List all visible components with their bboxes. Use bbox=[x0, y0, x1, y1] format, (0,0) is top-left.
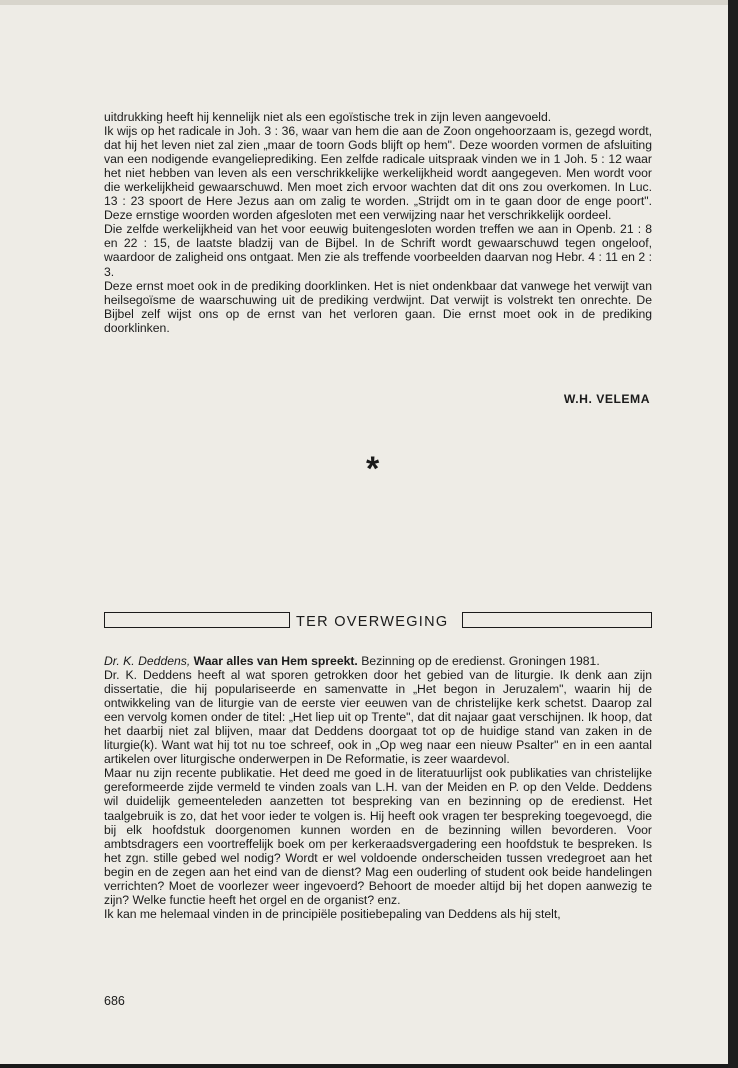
paragraph: Dr. K. Deddens heeft al wat sporen getrokken door het gebied van de liturgie. Ik denk aan zijn dissertatie, die hij populariseerde en samenvatte in „Het begon in Jeruzalem", waarin hij de ontwikkeling van de liturgie van de eerste vier eeuwen van de christelijke kerk schetst. Daarop zal een vervolg komen onder de titel: „Het liep uit op Trente", dat dit najaar gaat verschijnen. Ik hoop, dat het daarbij niet zal blijven, maar dat Deddens doorgaat tot op de huidige stand van zaken in de liturgie(k). Want wat hij tot nu toe schreef, ook in „Op weg naar een nieuw Psalter" en in een aantal artikelen over liturgische onderwerpen in De Reformatie, is zeer waardevol. bbox=[104, 668, 652, 767]
paragraph: Die zelfde werkelijkheid van het voor eeuwig buitengesloten worden treffen we aan in Openb. 21 : 8 en 22 : 15, de laatste bladzij van de Bijbel. In de Schrift wordt gewaarschuwd tegen ongeloof, waardoor de zaligheid ons ontgaat. Men zie als treffende voorbeelden daarvan nog Hebr. 4 : 11 en 2 : 3. bbox=[104, 222, 652, 279]
review-book-title: Waar alles van Hem spreekt. bbox=[193, 654, 358, 668]
asterisk-separator: * bbox=[366, 450, 380, 488]
review-citation bbox=[104, 654, 652, 668]
heading-box-left bbox=[104, 612, 290, 628]
article-body bbox=[104, 110, 652, 335]
paragraph: Ik kan me helemaal vinden in de principiële positiebepaling van Deddens als hij stelt, bbox=[104, 906, 561, 921]
review-author: Dr. K. Deddens, bbox=[104, 654, 191, 668]
review-book-info: Bezinning op de eredienst. Groningen 1981. bbox=[361, 654, 600, 668]
author-signature: W.H. VELEMA bbox=[563, 392, 650, 406]
page-edge-shadow bbox=[728, 0, 738, 1068]
paragraph: Ik wijs op het radicale in Joh. 3 : 36, waar van hem die aan de Zoon ongehoorzaam is, gezegd wordt, dat hij het leven niet zal zien „maar de toorn Gods blijft op hem". Deze woorden vormen de afsluiting van een nodigende evangelieprediking. Een zelfde radicale uitspraak vinden we in 1 Joh. 5 : 12 waar het niet hebben van leven als een verschrikkelijke werkelijkheid wordt aangegeven. Men wordt voor die werkelijkheid gewaarschuwd. Men moet zich ervoor wachten dat dit ons zou overkomen. In Luc. 13 : 23 spoort de Here Jezus aan om zalig te worden. „Strijdt om in te gaan door de enge poort". Deze ernstige woorden worden afgesloten met een verwijzing naar het verschrikkelijk oordeel. bbox=[104, 124, 652, 223]
paragraph: Deze ernst moet ook in de prediking doorklinken. Het is niet ondenkbaar dat vanwege het verwijt van heilsegoïsme de waarschuwing uit de prediking verdwijnt. Dat verwijt is volstrekt ten onrechte. De Bijbel zelf wijst ons op de ernst van het verloren gaan. Die ernst moet ook in de prediking doorklinken. bbox=[104, 278, 652, 335]
review-body bbox=[104, 654, 652, 921]
top-strip bbox=[0, 0, 728, 5]
section-heading bbox=[104, 610, 652, 632]
section-title: TER OVERWEGING bbox=[296, 614, 449, 630]
paragraph: Maar nu zijn recente publikatie. Het deed me goed in de literatuurlijst ook publikaties van christelijke gereformeerde zijde vermeld te vinden zoals van L.H. van der Meiden en P. op den Velde. Deddens wil duidelijk gemeenteleden aanzetten tot bespreking van en bezinning op de eredienst. Het taalgebruik is zo, dat het voor ieder te volgen is. Hij heeft ook vragen ter bespreking toegevoegd, die bij elk hoofdstuk doorgenomen kunnen worden en de bezinning willen bevorderen. Voor ambtsdragers een voortreffelijk boek om per kerkeraadsvergadering een hoofdstuk te bespreken. Is het zgn. stille gebed wel nodig? Wordt er wel voldoende onderscheiden tussen vredegroet aan het begin en de zegen aan het eind van de dienst? Mag een ouderling of student ook beide handelingen verrichten? Moet de voorlezer weer ingevoerd? Behoort de moeder altijd bij het dopen aanwezig te zijn? Welke functie heeft het orgel en de organist? enz. bbox=[104, 766, 652, 907]
page-number: 686 bbox=[104, 994, 125, 1008]
heading-box-right bbox=[462, 612, 652, 628]
paragraph: uitdrukking heeft hij kennelijk niet als een egoïstische trek in zijn leven aangevoeld. bbox=[104, 110, 552, 124]
